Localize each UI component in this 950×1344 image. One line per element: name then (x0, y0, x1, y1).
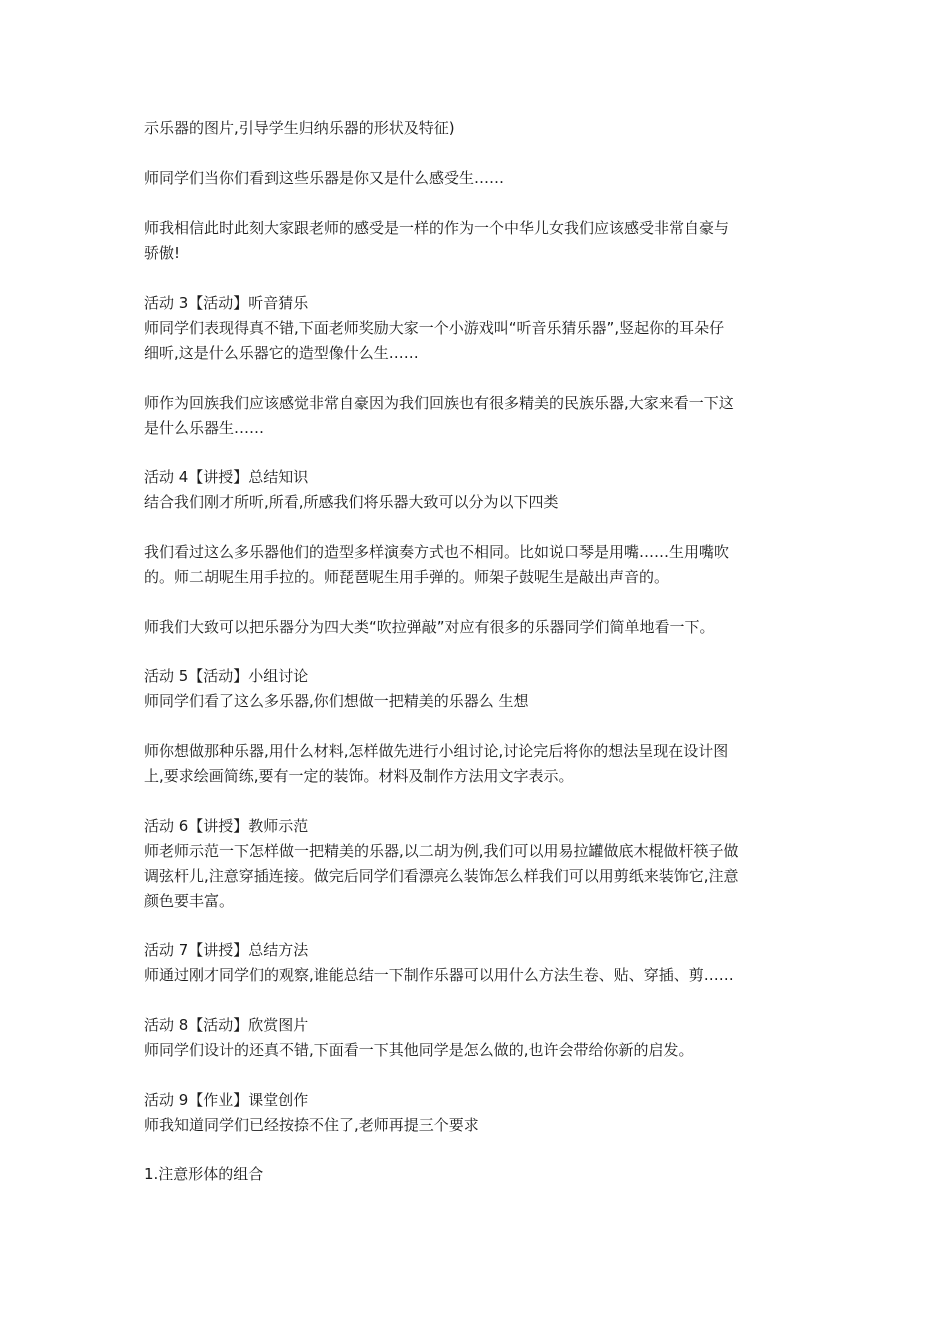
paragraph-line: 细听,这是什么乐器它的造型像什么生…… (144, 344, 419, 362)
paragraph-line: 结合我们刚才所听,所看,所感我们将乐器大致可以分为以下四类 (144, 493, 559, 511)
paragraph-line: 师我知道同学们已经按捺不住了,老师再提三个要求 (144, 1116, 479, 1134)
paragraph-line: 师通过刚才同学们的观察,谁能总结一下制作乐器可以用什么方法生卷、贴、穿插、剪…… (144, 966, 734, 984)
activity-heading: 活动 7【讲授】总结方法 (144, 941, 309, 959)
paragraph-line: 师作为回族我们应该感觉非常自豪因为我们回族也有很多精美的民族乐器,大家来看一下这 (144, 394, 734, 412)
paragraph-line: 师同学们看了这么多乐器,你们想做一把精美的乐器么 生想 (144, 692, 529, 710)
paragraph-line: 我们看过这么多乐器他们的造型多样演奏方式也不相同。比如说口琴是用嘴……生用嘴吹 (144, 543, 730, 561)
paragraph-line: 师同学们设计的还真不错,下面看一下其他同学是怎么做的,也许会带给你新的启发。 (144, 1041, 694, 1059)
activity-heading: 活动 5【活动】小组讨论 (144, 667, 309, 685)
paragraph-line: 师我们大致可以把乐器分为四大类“吹拉弹敲”对应有很多的乐器同学们简单地看一下。 (144, 618, 715, 636)
paragraph-line: 调弦杆儿,注意穿插连接。做完后同学们看漂亮么装饰怎么样我们可以用剪纸来装饰它,注意 (144, 867, 739, 885)
activity-heading: 活动 4【讲授】总结知识 (144, 468, 309, 486)
activity-heading: 活动 3【活动】听音猜乐 (144, 294, 309, 312)
paragraph-line: 师同学们表现得真不错,下面老师奖励大家一个小游戏叫“听音乐猜乐器”,竖起你的耳朵仔 (144, 319, 725, 337)
paragraph-line: 示乐器的图片,引导学生归纳乐器的形状及特征) (144, 119, 455, 137)
activity-heading: 活动 8【活动】欣赏图片 (144, 1016, 309, 1034)
paragraph-line: 师你想做那种乐器,用什么材料,怎样做先进行小组讨论,讨论完后将你的想法呈现在设计图 (144, 742, 729, 760)
paragraph-line: 上,要求绘画简练,要有一定的装饰。材料及制作方法用文字表示。 (144, 767, 574, 785)
paragraph-line: 骄傲! (144, 244, 181, 262)
paragraph-line: 是什么乐器生…… (144, 419, 265, 437)
activity-heading: 活动 9【作业】课堂创作 (144, 1091, 309, 1109)
list-item: 1.注意形体的组合 (144, 1165, 264, 1183)
paragraph-line: 的。师二胡呢生用手拉的。师琵琶呢生用手弹的。师架子鼓呢生是敲出声音的。 (144, 568, 670, 586)
paragraph-line: 师同学们当你们看到这些乐器是你又是什么感受生…… (144, 169, 505, 187)
paragraph-line: 颜色要丰富。 (144, 892, 235, 910)
paragraph-line: 师老师示范一下怎样做一把精美的乐器,以二胡为例,我们可以用易拉罐做底木棍做杆筷子做 (144, 842, 739, 860)
paragraph-line: 师我相信此时此刻大家跟老师的感受是一样的作为一个中华儿女我们应该感受非常自豪与 (144, 219, 730, 237)
activity-heading: 活动 6【讲授】教师示范 (144, 817, 309, 835)
